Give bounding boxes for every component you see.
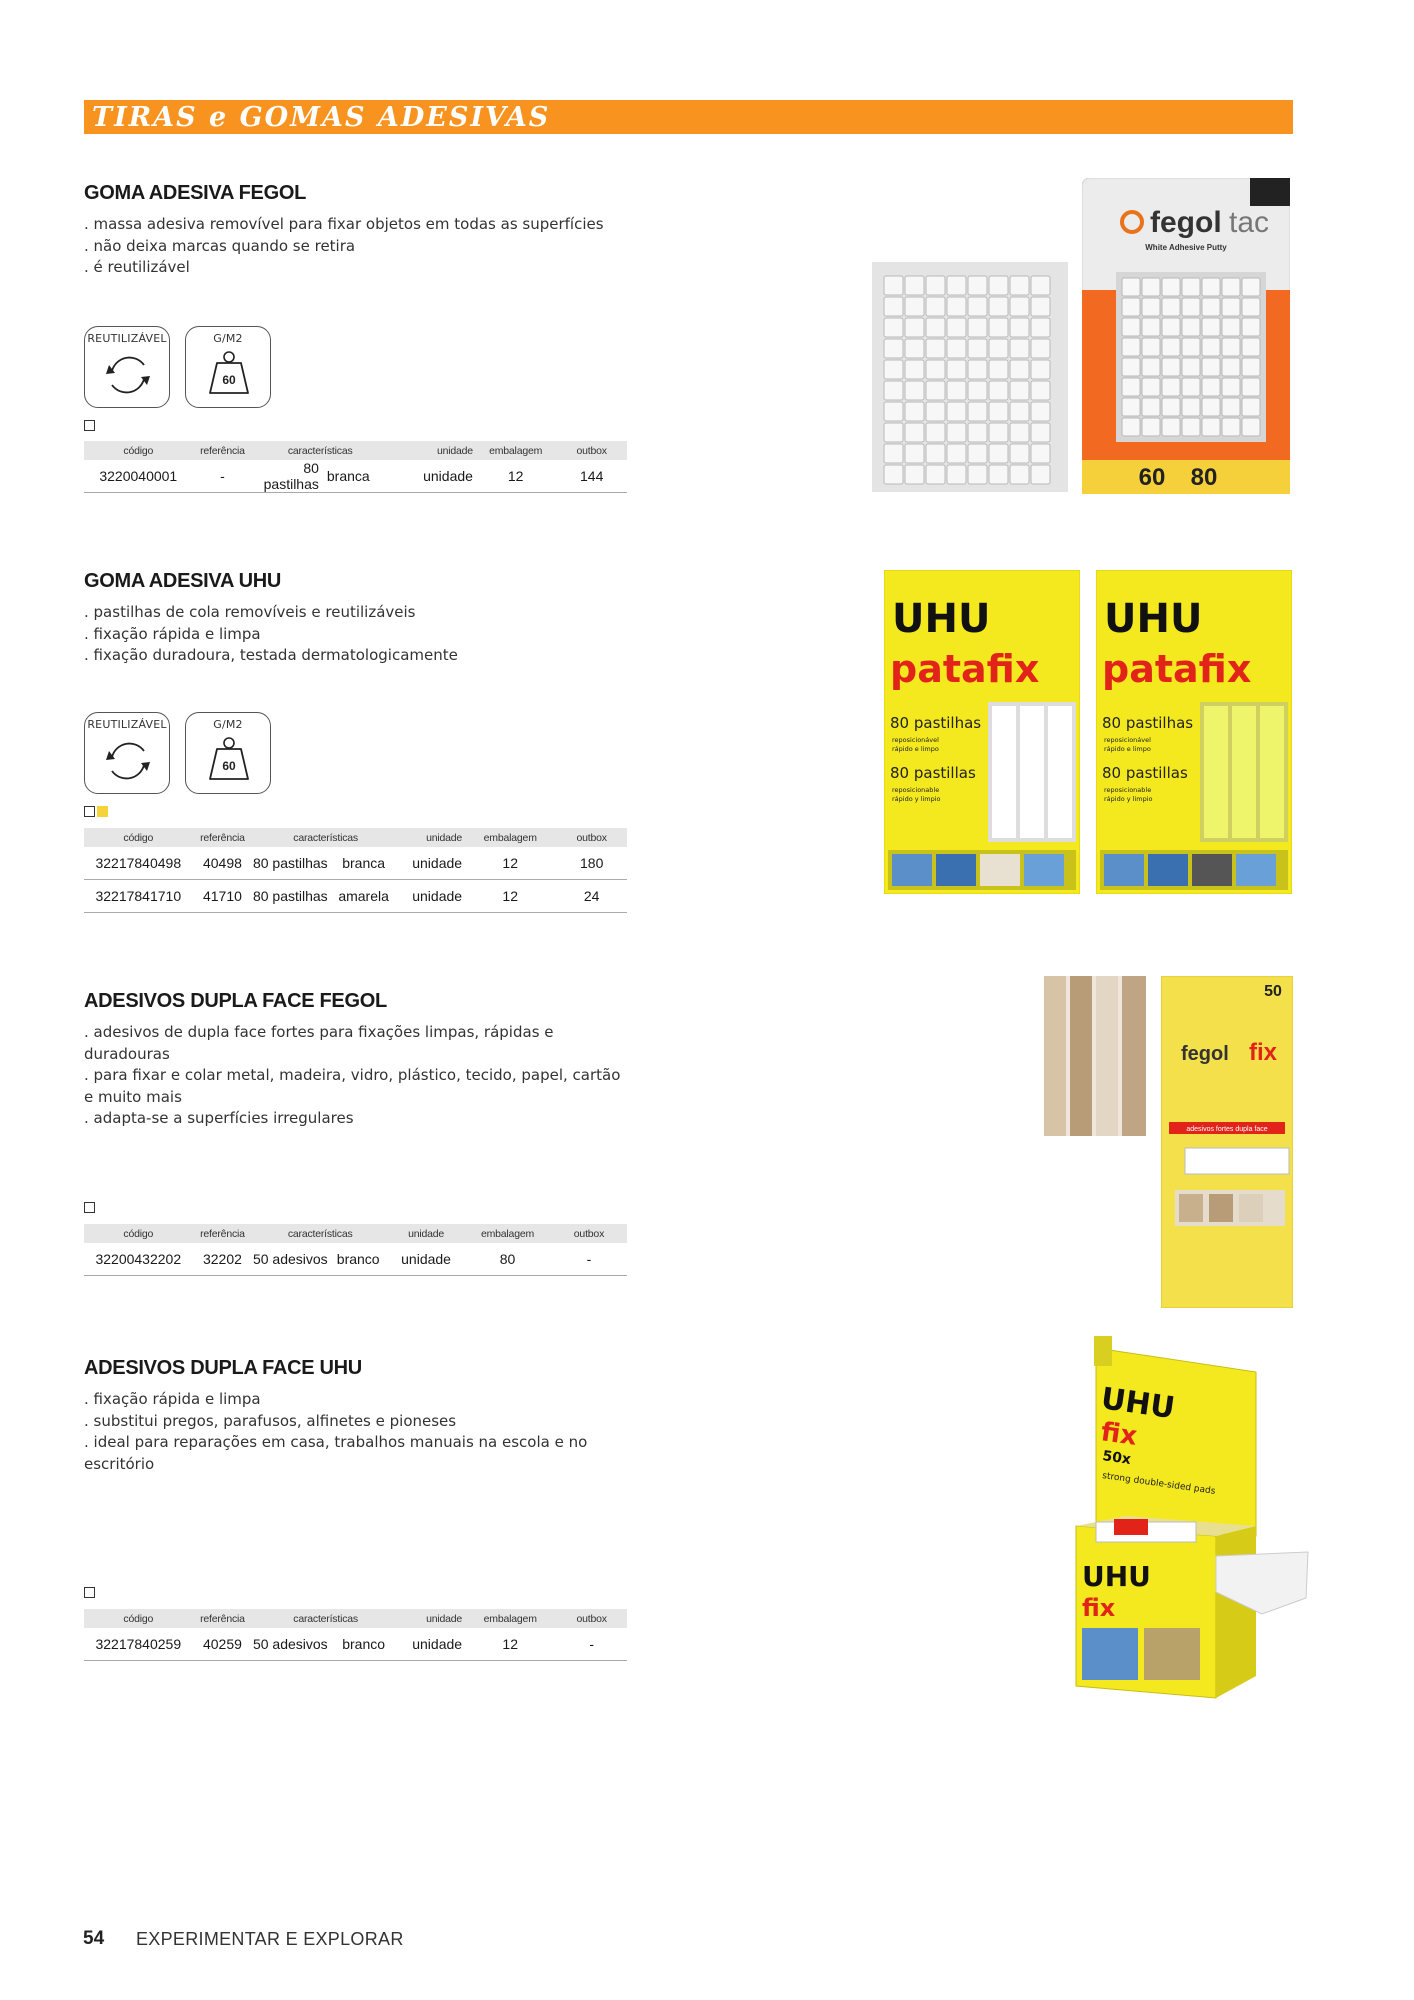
putty-square <box>989 381 1008 400</box>
putty-square <box>947 360 966 379</box>
putty-square <box>1122 338 1140 356</box>
recycle-arrows-icon <box>100 733 156 789</box>
putty-square <box>968 423 987 442</box>
cell-cor: amarela <box>328 880 399 913</box>
putty-square <box>968 465 987 484</box>
putty-square <box>1182 358 1200 376</box>
putty-square <box>926 402 945 421</box>
putty-square <box>1202 358 1220 376</box>
putty-square <box>1010 423 1029 442</box>
putty-square <box>926 444 945 463</box>
fegol-brand-text: fegol <box>1150 206 1222 239</box>
patafix-note-1: reposicionável <box>1104 736 1151 744</box>
putty-square <box>1242 358 1260 376</box>
putty-square <box>1222 358 1240 376</box>
putty-square <box>989 297 1008 316</box>
col-header-referencia: referência <box>193 1224 253 1243</box>
putty-square <box>947 276 966 295</box>
putty-square <box>947 402 966 421</box>
col-header-embalagem: embalagem <box>464 828 556 847</box>
bullet-item: . fixação duradoura, testada dermatologicamente <box>84 646 458 664</box>
col-header-codigo: código <box>84 828 193 847</box>
patafix-note-2: rápido e limpo <box>892 745 939 753</box>
putty-square <box>1222 398 1240 416</box>
uhu-brand-text: UHU <box>1098 1381 1177 1427</box>
putty-square <box>989 423 1008 442</box>
putty-square <box>905 444 924 463</box>
col-header-embalagem: embalagem <box>464 1224 551 1243</box>
putty-square <box>968 444 987 463</box>
col-header-embalagem: embalagem <box>464 1609 556 1628</box>
table-header-row <box>84 1609 627 1628</box>
weight-value: 60 <box>222 759 236 773</box>
col-header-codigo: código <box>84 1609 193 1628</box>
putty-square <box>1162 398 1180 416</box>
putty-square <box>884 276 903 295</box>
page-number: 54 <box>83 1928 105 1949</box>
putty-square <box>1202 278 1220 296</box>
putty-square <box>1242 298 1260 316</box>
section-title: GOMA ADESIVA UHU <box>84 570 282 592</box>
putty-square <box>884 444 903 463</box>
putty-square <box>1202 298 1220 316</box>
putty-square <box>1010 402 1029 421</box>
product-spec-table <box>84 441 627 493</box>
col-header-unidade: unidade <box>388 441 475 460</box>
putty-square <box>884 360 903 379</box>
putty-square <box>926 339 945 358</box>
fegol-double-sided-strips-image <box>1044 976 1146 1140</box>
col-header-embalagem: embalagem <box>475 441 556 460</box>
putty-square <box>884 339 903 358</box>
col-header-unidade: unidade <box>388 1224 464 1243</box>
putty-square <box>1010 339 1029 358</box>
putty-square <box>1142 378 1160 396</box>
putty-square <box>1182 318 1200 336</box>
reusable-label: REUTILIZÁVEL <box>87 332 167 345</box>
product-section-fegol-double-sided <box>84 990 629 1267</box>
putty-square <box>1031 360 1050 379</box>
feature-icons <box>84 712 271 794</box>
bullet-item: . ideal para reparações em casa, trabalhos manuais na escola e no escritório <box>84 1433 588 1473</box>
recycle-arrows-icon <box>100 347 156 403</box>
putty-square <box>926 318 945 337</box>
putty-square <box>1122 278 1140 296</box>
fegol-fix-name: fix <box>1249 1039 1278 1066</box>
putty-square <box>1242 318 1260 336</box>
weight-icon <box>201 733 257 789</box>
putty-square <box>968 360 987 379</box>
col-header-caracteristicas: características <box>252 441 388 460</box>
putty-square <box>905 402 924 421</box>
product-section-fegol-putty <box>84 182 629 492</box>
putty-square <box>1202 318 1220 336</box>
putty-square <box>989 360 1008 379</box>
uhu-fix-subtitle: strong double-sided pads <box>1101 1471 1216 1497</box>
putty-square <box>947 297 966 316</box>
patafix-note-3: reposicionable <box>1104 786 1152 794</box>
cell-unidade: unidade <box>399 847 464 880</box>
putty-square <box>1031 444 1050 463</box>
fegol-tac-count-b: 80 <box>1190 464 1218 491</box>
putty-square <box>989 444 1008 463</box>
table-row <box>84 847 627 880</box>
putty-square <box>926 465 945 484</box>
putty-square <box>947 381 966 400</box>
cell-embalagem: 80 <box>464 1243 551 1276</box>
putty-square <box>1242 418 1260 436</box>
cell-cor: branco <box>328 1243 388 1276</box>
weight-badge <box>185 326 271 408</box>
product-section-uhu-fix <box>84 1357 629 1652</box>
putty-square <box>1182 338 1200 356</box>
putty-square <box>1222 278 1240 296</box>
putty-square <box>1142 418 1160 436</box>
putty-square <box>989 318 1008 337</box>
putty-square <box>1202 398 1220 416</box>
putty-square <box>1142 338 1160 356</box>
putty-square <box>1242 278 1260 296</box>
table-row <box>84 880 627 913</box>
reusable-label: REUTILIZÁVEL <box>87 718 167 731</box>
uhu-brand-text: UHU <box>1104 596 1203 642</box>
putty-square <box>947 339 966 358</box>
reusable-badge <box>84 712 170 794</box>
cell-caracteristicas: 80 pastilhas <box>252 460 323 493</box>
uhu-fix-name: fix <box>1099 1417 1139 1452</box>
patafix-note-3: reposicionable <box>892 786 940 794</box>
bullet-item: . fixação rápida e limpa <box>84 624 261 643</box>
putty-square <box>968 381 987 400</box>
cell-codigo: 3220040001 <box>84 460 193 493</box>
putty-square <box>905 423 924 442</box>
patafix-es-count: 80 pastillas <box>890 764 976 782</box>
putty-square <box>989 465 1008 484</box>
col-header-outbox: outbox <box>556 441 627 460</box>
putty-square <box>1142 398 1160 416</box>
putty-square <box>1162 298 1180 316</box>
putty-square <box>968 318 987 337</box>
cell-cor: branca <box>328 847 399 880</box>
patafix-note-1: reposicionável <box>892 736 939 744</box>
putty-square <box>1010 297 1029 316</box>
putty-square <box>926 276 945 295</box>
bullet-list <box>84 214 629 279</box>
putty-square <box>1162 338 1180 356</box>
putty-square <box>1162 278 1180 296</box>
col-header-outbox: outbox <box>556 828 627 847</box>
putty-square <box>1122 298 1140 316</box>
cell-outbox: 24 <box>556 880 627 913</box>
putty-square <box>1031 297 1050 316</box>
putty-square <box>905 381 924 400</box>
color-swatches <box>84 806 108 817</box>
color-swatch-white <box>84 420 95 431</box>
fegol-putty-squares-image <box>872 262 1068 496</box>
putty-square <box>905 318 924 337</box>
putty-square <box>989 402 1008 421</box>
color-swatch-white <box>84 1202 95 1213</box>
putty-square <box>1242 378 1260 396</box>
putty-square <box>1162 318 1180 336</box>
color-swatch-white <box>84 806 95 817</box>
putty-square <box>1031 402 1050 421</box>
patafix-pt-count: 80 pastilhas <box>890 714 982 732</box>
putty-square <box>884 297 903 316</box>
weight-label: G/M2 <box>213 718 243 731</box>
putty-square <box>1010 381 1029 400</box>
uhu-patafix-yellow-package-image <box>1096 570 1292 898</box>
banner-title: TIRAS e GOMAS ADESIVAS <box>92 102 551 133</box>
putty-square <box>926 423 945 442</box>
putty-square <box>1222 318 1240 336</box>
putty-square <box>1182 378 1200 396</box>
product-spec-table <box>84 828 627 913</box>
bullet-item: . adapta-se a superfícies irregulares <box>84 1109 354 1127</box>
col-header-codigo: código <box>84 441 193 460</box>
putty-square <box>1222 418 1240 436</box>
patafix-name-text: patafix <box>890 647 1040 691</box>
putty-square <box>1182 298 1200 316</box>
putty-square <box>989 339 1008 358</box>
section-title: ADESIVOS DUPLA FACE UHU <box>84 1357 362 1379</box>
cell-caracteristicas: 80 pastilhas <box>252 847 328 880</box>
putty-square <box>905 297 924 316</box>
color-swatches <box>84 1202 95 1213</box>
putty-square <box>1142 318 1160 336</box>
section-title: ADESIVOS DUPLA FACE FEGOL <box>84 990 387 1012</box>
cell-codigo: 32217840259 <box>84 1628 193 1661</box>
col-header-unidade: unidade <box>399 1609 464 1628</box>
bullet-list <box>84 602 629 667</box>
putty-square <box>905 276 924 295</box>
putty-square <box>1202 418 1220 436</box>
putty-square <box>1031 423 1050 442</box>
weight-icon <box>201 347 257 403</box>
table-header-row <box>84 441 627 460</box>
cell-codigo: 32217841710 <box>84 880 193 913</box>
cell-caracteristicas: 50 adesivos <box>252 1628 328 1661</box>
putty-square <box>968 297 987 316</box>
uhu-box-fix-name: fix <box>1082 1594 1116 1622</box>
putty-square <box>1242 398 1260 416</box>
cell-codigo: 32200432202 <box>84 1243 193 1276</box>
bullet-item: . massa adesiva removível para fixar objetos em todas as superfícies <box>84 215 604 233</box>
cell-referencia: 40259 <box>193 1628 253 1661</box>
uhu-box-brand-text: UHU <box>1082 1560 1151 1593</box>
cell-outbox: 144 <box>556 460 627 493</box>
color-swatches <box>84 1587 95 1598</box>
cell-referencia: 40498 <box>193 847 253 880</box>
putty-square <box>1182 418 1200 436</box>
col-header-outbox: outbox <box>556 1609 627 1628</box>
cell-cor: branca <box>323 460 388 493</box>
cell-referencia: 32202 <box>193 1243 253 1276</box>
putty-square <box>1031 339 1050 358</box>
putty-square <box>1202 378 1220 396</box>
putty-square <box>1031 465 1050 484</box>
bullet-item: . fixação rápida e limpa <box>84 1390 261 1408</box>
bullet-item: . pastilhas de cola removíveis e reutilizáveis <box>84 603 416 621</box>
putty-square <box>884 381 903 400</box>
cell-embalagem: 12 <box>464 880 556 913</box>
putty-square <box>968 276 987 295</box>
cell-outbox: 180 <box>556 847 627 880</box>
putty-square <box>947 318 966 337</box>
table-row <box>84 460 627 493</box>
putty-square <box>1122 378 1140 396</box>
col-header-referencia: referência <box>193 1609 253 1628</box>
putty-square <box>884 423 903 442</box>
putty-square <box>1222 378 1240 396</box>
cell-cor: branco <box>328 1628 399 1661</box>
uhu-patafix-white-package-image <box>884 570 1080 898</box>
product-spec-table <box>84 1224 627 1276</box>
putty-square <box>1031 381 1050 400</box>
product-section-uhu-patafix <box>84 570 629 904</box>
col-header-codigo: código <box>84 1224 193 1243</box>
bullet-item: . não deixa marcas quando se retira <box>84 236 356 255</box>
putty-square <box>947 465 966 484</box>
patafix-note-2: rápido e limpo <box>1104 745 1151 753</box>
putty-square <box>905 465 924 484</box>
putty-square <box>1010 318 1029 337</box>
col-header-caracteristicas: características <box>252 828 399 847</box>
putty-square <box>947 444 966 463</box>
putty-square <box>968 339 987 358</box>
putty-square <box>1010 276 1029 295</box>
uhu-fix-count: 50x <box>1101 1448 1132 1468</box>
bullet-item: . adesivos de dupla face fortes para fixações limpas, rápidas e duradouras <box>84 1023 554 1063</box>
putty-square <box>884 465 903 484</box>
bullet-item: . para fixar e colar metal, madeira, vidro, plástico, tecido, papel, cartão e muito mais <box>84 1066 621 1106</box>
col-header-caracteristicas: características <box>252 1609 399 1628</box>
cell-unidade: unidade <box>399 1628 464 1661</box>
putty-square <box>1162 378 1180 396</box>
cell-unidade: unidade <box>399 880 464 913</box>
table-row <box>84 1628 627 1661</box>
bullet-list <box>84 1389 629 1475</box>
col-header-outbox: outbox <box>551 1224 627 1243</box>
putty-square <box>884 402 903 421</box>
cell-outbox: - <box>556 1628 627 1661</box>
feature-icons <box>84 326 271 408</box>
uhu-brand-text: UHU <box>892 596 991 642</box>
footer-section-title: EXPERIMENTAR E EXPLORAR <box>136 1929 404 1949</box>
putty-square <box>926 297 945 316</box>
putty-square <box>947 423 966 442</box>
patafix-es-count: 80 pastillas <box>1102 764 1188 782</box>
col-header-referencia: referência <box>193 828 253 847</box>
table-header-row <box>84 1224 627 1243</box>
putty-square <box>1162 358 1180 376</box>
color-swatch-yellow <box>97 806 108 817</box>
cell-codigo: 32217840498 <box>84 847 193 880</box>
putty-square <box>926 381 945 400</box>
col-header-unidade: unidade <box>399 828 464 847</box>
cell-caracteristicas: 80 pastilhas <box>252 880 328 913</box>
cell-embalagem: 12 <box>475 460 556 493</box>
putty-square <box>1010 465 1029 484</box>
bullet-item: . substitui pregos, parafusos, alfinetes e pioneses <box>84 1411 457 1430</box>
product-spec-table <box>84 1609 627 1661</box>
putty-square <box>1202 338 1220 356</box>
putty-square <box>1010 444 1029 463</box>
putty-square <box>968 402 987 421</box>
putty-square <box>926 360 945 379</box>
cell-unidade: unidade <box>388 1243 464 1276</box>
putty-square <box>1142 298 1160 316</box>
putty-square <box>1031 318 1050 337</box>
fegol-tac-package-image <box>1082 178 1290 498</box>
cell-embalagem: 12 <box>464 847 556 880</box>
weight-badge <box>185 712 271 794</box>
putty-square <box>905 339 924 358</box>
bullet-item: . é reutilizável <box>84 258 190 276</box>
putty-square <box>1182 398 1200 416</box>
color-swatch-white <box>84 1587 95 1598</box>
putty-square <box>1182 278 1200 296</box>
color-swatches <box>84 420 95 431</box>
fegol-fix-package-image <box>1161 976 1293 1312</box>
section-title: GOMA ADESIVA FEGOL <box>84 182 307 204</box>
putty-square <box>905 360 924 379</box>
putty-square <box>1162 418 1180 436</box>
fegol-fix-description: adesivos fortes dupla face <box>1186 1126 1268 1133</box>
putty-square <box>1222 338 1240 356</box>
col-header-referencia: referência <box>193 441 253 460</box>
fegol-tac-subtitle: White Adhesive Putty <box>1145 243 1227 252</box>
cell-outbox: - <box>551 1243 627 1276</box>
fegol-tac-count-a: 60 <box>1138 464 1166 491</box>
fegol-fix-count: 50 <box>1264 983 1282 1000</box>
putty-square <box>884 318 903 337</box>
uhu-fix-box-image <box>1066 1336 1312 1706</box>
patafix-pt-count: 80 pastilhas <box>1102 714 1194 732</box>
fegol-tac-name: tac <box>1229 206 1270 239</box>
cell-caracteristicas: 50 adesivos <box>252 1243 328 1276</box>
putty-square <box>1142 358 1160 376</box>
patafix-note-4: rápido y limpio <box>892 795 941 803</box>
weight-label: G/M2 <box>213 332 243 345</box>
patafix-note-4: rápido y limpio <box>1104 795 1153 803</box>
col-header-caracteristicas: características <box>252 1224 388 1243</box>
patafix-name-text: patafix <box>1102 647 1252 691</box>
putty-square <box>1122 418 1140 436</box>
cell-embalagem: 12 <box>464 1628 556 1661</box>
putty-square <box>1142 278 1160 296</box>
putty-square <box>1122 358 1140 376</box>
weight-value: 60 <box>222 373 236 387</box>
putty-square <box>1222 298 1240 316</box>
putty-square <box>1031 276 1050 295</box>
putty-square <box>1122 318 1140 336</box>
putty-square <box>989 276 1008 295</box>
putty-square <box>1122 398 1140 416</box>
table-header-row <box>84 828 627 847</box>
cell-referencia: 41710 <box>193 880 253 913</box>
bullet-list <box>84 1022 629 1130</box>
table-row <box>84 1243 627 1276</box>
cell-unidade: unidade <box>388 460 475 493</box>
cell-referencia: - <box>193 460 253 493</box>
putty-square <box>1010 360 1029 379</box>
reusable-badge <box>84 326 170 408</box>
fegol-brand-text: fegol <box>1181 1043 1229 1065</box>
putty-square <box>1242 338 1260 356</box>
